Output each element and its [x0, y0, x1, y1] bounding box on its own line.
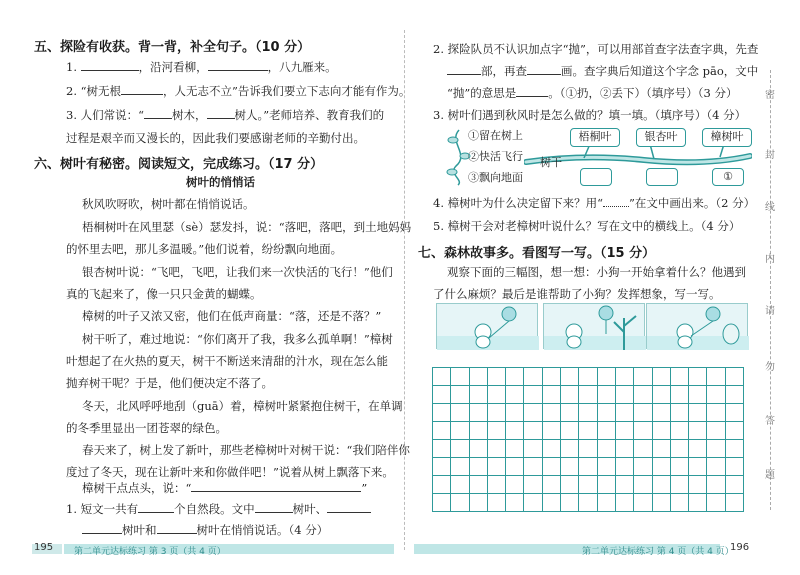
grid-cell[interactable] [451, 494, 469, 512]
answer-box-wutong[interactable] [580, 168, 612, 186]
grid-cell[interactable] [725, 368, 743, 386]
grid-cell[interactable] [561, 440, 579, 458]
grid-cell[interactable] [469, 440, 487, 458]
grid-cell[interactable] [634, 404, 652, 422]
grid-cell[interactable] [469, 404, 487, 422]
trunk-label: 树干 [540, 156, 562, 169]
wavy-line-symbol [603, 196, 629, 207]
grid-cell[interactable] [542, 476, 560, 494]
grid-cell[interactable] [469, 368, 487, 386]
grid-cell[interactable] [542, 404, 560, 422]
grid-cell[interactable] [451, 386, 469, 404]
grid-cell[interactable] [670, 368, 688, 386]
grid-cell[interactable] [689, 386, 707, 404]
grid-cell[interactable] [506, 440, 524, 458]
puppy-balloon-tree-icon [544, 304, 646, 350]
grid-cell[interactable] [670, 494, 688, 512]
grid-cell[interactable] [652, 494, 670, 512]
sec6-q1-line2: 树叶和 树叶在悄悄说话。（4 分） [82, 523, 328, 537]
grid-cell[interactable] [433, 404, 451, 422]
puppy-with-balloon-icon [437, 304, 539, 350]
grid-cell[interactable] [597, 476, 615, 494]
sec6-q2: 2. 探险队员不认识加点字“抛”，可以用部首查字法查字典，先查 [433, 42, 759, 56]
footer-label: 第二单元达标练习 第 4 页（共 4 页） [582, 547, 734, 557]
grid-cell[interactable] [579, 440, 597, 458]
answer-blank[interactable] [138, 502, 174, 513]
grid-cell[interactable] [634, 476, 652, 494]
grid-cell[interactable] [451, 404, 469, 422]
grid-cell[interactable] [707, 476, 725, 494]
grid-cell[interactable] [579, 368, 597, 386]
grid-cell[interactable] [487, 404, 505, 422]
grid-cell[interactable] [652, 440, 670, 458]
passage-paragraph: 冬天，北风呼呼地刮（guā）着，樟树叶紧紧抱住树干，在单调 [82, 399, 403, 413]
answer-blank[interactable] [447, 64, 481, 75]
grid-cell[interactable] [469, 494, 487, 512]
option-2: ②快活飞行 [468, 150, 523, 163]
passage-paragraph: 真的飞起来了，像一只只金黄的蝴蝶。 [66, 287, 262, 301]
grid-cell[interactable] [433, 494, 451, 512]
passage-last-line: 樟树干点点头，说：“ ” [82, 481, 368, 495]
grid-cell[interactable] [561, 368, 579, 386]
seal-char: 答 [765, 416, 775, 427]
grid-cell[interactable] [725, 458, 743, 476]
grid-cell[interactable] [689, 494, 707, 512]
grid-cell[interactable] [652, 458, 670, 476]
grid-cell[interactable] [707, 386, 725, 404]
grid-cell[interactable] [725, 494, 743, 512]
answer-blank[interactable] [516, 86, 548, 97]
grid-cell[interactable] [670, 404, 688, 422]
grid-cell[interactable] [597, 494, 615, 512]
grid-cell[interactable] [542, 368, 560, 386]
sec6-q1: 1. 短文一共有 个自然段。文中 树叶、 [66, 502, 371, 516]
passage-paragraph: 樟树的叶子又浓又密，他们在低声商量：“落，还是不落？” [82, 309, 382, 323]
leaf-label-zhangshu: 樟树叶 [702, 128, 752, 147]
sec6-q5: 5. 樟树干会对老樟树叶说什么？写在文中的横线上。（4 分） [433, 219, 741, 233]
grid-cell[interactable] [542, 386, 560, 404]
grid-cell[interactable] [670, 476, 688, 494]
grid-cell[interactable] [615, 422, 633, 440]
grid-cell[interactable] [689, 404, 707, 422]
passage-paragraph: 梧桐树叶在风里瑟（sè）瑟发抖，说：“落吧，落吧，到土地妈妈 [82, 220, 412, 234]
answer-blank[interactable] [144, 108, 172, 119]
grid-cell[interactable] [725, 404, 743, 422]
sec6-q3: 3. 树叶们遇到秋风时是怎么做的？填一填。（填序号）（4 分） [433, 108, 747, 122]
grid-cell[interactable] [670, 440, 688, 458]
grid-cell[interactable] [689, 368, 707, 386]
section-6-title: 六、树叶有秘密。阅读短文，完成练习。（17 分） [34, 157, 324, 172]
grid-cell[interactable] [597, 404, 615, 422]
story-picture-3 [646, 303, 748, 349]
grid-cell[interactable] [707, 422, 725, 440]
grid-cell[interactable] [506, 386, 524, 404]
grid-cell[interactable] [707, 404, 725, 422]
grid-cell[interactable] [433, 440, 451, 458]
grid-cell[interactable] [615, 440, 633, 458]
grid-cell[interactable] [615, 476, 633, 494]
grid-cell[interactable] [561, 476, 579, 494]
sec7-instruction-line2: 了什么麻烦？最后是谁帮助了小狗？发挥想象，写一写。 [433, 287, 721, 301]
grid-cell[interactable] [561, 422, 579, 440]
story-picture-2 [543, 303, 645, 349]
grid-cell[interactable] [487, 386, 505, 404]
grid-cell[interactable] [670, 458, 688, 476]
grid-cell[interactable] [542, 440, 560, 458]
page-divider [404, 30, 405, 550]
passage-paragraph: 抛弃树干呢？于是，他们便决定不落了。 [66, 376, 273, 390]
sec7-instruction: 观察下面的三幅图，想一想：小狗一开始拿着什么？他遇到 [447, 265, 746, 279]
grid-cell[interactable] [561, 458, 579, 476]
story-picture-1 [436, 303, 538, 349]
sec5-q1: 1. ，沿河看柳， ，八九雁来。 [66, 60, 337, 74]
grid-cell[interactable] [652, 386, 670, 404]
grid-cell[interactable] [689, 422, 707, 440]
seal-char: 线 [765, 202, 775, 213]
grid-cell[interactable] [634, 386, 652, 404]
grid-cell[interactable] [579, 494, 597, 512]
leaf-label-wutong: 梧桐叶 [570, 128, 620, 147]
answer-blank[interactable] [327, 502, 371, 513]
grid-cell[interactable] [597, 458, 615, 476]
grid-cell[interactable] [652, 404, 670, 422]
grid-cell[interactable] [487, 422, 505, 440]
grid-cell[interactable] [561, 404, 579, 422]
grid-cell[interactable] [451, 476, 469, 494]
grid-cell[interactable] [451, 422, 469, 440]
grid-cell[interactable] [451, 458, 469, 476]
answer-box-zhangshu[interactable]: ① [712, 168, 744, 186]
grid-cell[interactable] [433, 458, 451, 476]
grid-cell[interactable] [524, 422, 542, 440]
grid-cell[interactable] [652, 368, 670, 386]
grid-cell[interactable] [689, 440, 707, 458]
section-7-title: 七、森林故事多。看图写一写。（15 分） [418, 246, 656, 261]
grid-cell[interactable] [725, 386, 743, 404]
grid-cell[interactable] [707, 368, 725, 386]
grid-cell[interactable] [579, 458, 597, 476]
grid-cell[interactable] [689, 458, 707, 476]
grid-cell[interactable] [451, 368, 469, 386]
grid-cell[interactable] [469, 476, 487, 494]
answer-blank[interactable] [81, 60, 139, 71]
grid-cell[interactable] [634, 368, 652, 386]
page-number: 195 [34, 542, 54, 553]
grid-cell[interactable] [433, 386, 451, 404]
passage-paragraph: 度过了冬天，现在让新叶来和你做伴吧！”说着从树上飘落下来。 [66, 465, 394, 479]
sec6-q2-line3: “抛”的意思是 。（①扔，②丢下）（填序号）（3 分） [447, 86, 738, 100]
passage-paragraph: 的怀里去吧，那儿多温暖。”他们说着，纷纷飘向地面。 [66, 242, 343, 256]
grid-cell[interactable] [597, 422, 615, 440]
passage-paragraph: 的冬季里显出一团苍翠的绿色。 [66, 421, 227, 435]
answer-blank[interactable] [208, 60, 268, 71]
grid-cell[interactable] [506, 494, 524, 512]
sec5-q2: 2. “树无根 ，人无志不立”告诉我们要立下志向才能有作为。 [66, 84, 411, 98]
grid-cell[interactable] [615, 458, 633, 476]
sec5-q3: 3. 人们常说：“ 树木， 树人。”老师培养、教育我们的 [66, 108, 385, 122]
footer-label: 第二单元达标练习 第 3 页（共 4 页） [74, 547, 226, 557]
answer-blank[interactable] [527, 64, 561, 75]
grid-cell[interactable] [433, 476, 451, 494]
grid-cell[interactable] [487, 458, 505, 476]
grid-cell[interactable] [561, 386, 579, 404]
grid-cell[interactable] [615, 386, 633, 404]
grid-cell[interactable] [524, 458, 542, 476]
grid-cell[interactable] [561, 494, 579, 512]
sec6-q4: 4. 樟树叶为什么决定留下来？用“ ”在文中画出来。（2 分） [433, 196, 756, 210]
grid-cell[interactable] [542, 494, 560, 512]
passage-paragraph: 树干听了，难过地说：“你们离开了我，我多么孤单啊！”樟树 [82, 332, 393, 346]
grid-cell[interactable] [579, 476, 597, 494]
answer-box-yinxing[interactable] [646, 168, 678, 186]
seal-char: 题 [765, 470, 775, 481]
grid-cell[interactable] [670, 386, 688, 404]
seal-char: 内 [765, 254, 775, 265]
answer-blank[interactable] [255, 502, 293, 513]
grid-cell[interactable] [707, 440, 725, 458]
grid-cell[interactable] [634, 440, 652, 458]
grid-cell[interactable] [487, 440, 505, 458]
grid-cell[interactable] [725, 440, 743, 458]
seal-char: 封 [765, 150, 775, 161]
grid-cell[interactable] [524, 368, 542, 386]
section-5-title: 五、探险有收获。背一背，补全句子。（10 分） [34, 40, 311, 55]
grid-cell[interactable] [670, 422, 688, 440]
answer-blank[interactable] [82, 523, 122, 534]
answer-blank[interactable] [191, 481, 361, 492]
seal-char: 勿 [765, 362, 775, 373]
grid-cell[interactable] [524, 386, 542, 404]
sec6-q2-line2: 部，再查 画。查字典后知道这个字念 pāo，文中 [447, 64, 758, 78]
puppy-helped-icon [647, 304, 749, 350]
grid-cell[interactable] [487, 368, 505, 386]
answer-blank[interactable] [121, 84, 163, 95]
option-3: ③飘向地面 [468, 171, 523, 184]
grid-cell[interactable] [524, 440, 542, 458]
grid-cell[interactable] [725, 422, 743, 440]
grid-cell[interactable] [433, 368, 451, 386]
grid-cell[interactable] [506, 476, 524, 494]
answer-blank[interactable] [207, 108, 235, 119]
grid-cell[interactable] [524, 494, 542, 512]
grid-cell[interactable] [433, 422, 451, 440]
grid-cell[interactable] [652, 422, 670, 440]
grid-cell[interactable] [451, 440, 469, 458]
grid-cell[interactable] [597, 368, 615, 386]
option-1: ①留在树上 [468, 129, 523, 142]
answer-blank[interactable] [157, 523, 197, 534]
grid-cell[interactable] [725, 476, 743, 494]
passage-paragraph: 春天来了，树上发了新叶，那些老樟树叶对树干说：“我们陪伴你 [82, 443, 410, 457]
passage-paragraph: 秋风吹呀吹，树叶都在悄悄说话。 [82, 197, 255, 211]
grid-cell[interactable] [506, 368, 524, 386]
grid-cell[interactable] [469, 458, 487, 476]
grid-cell[interactable] [707, 458, 725, 476]
grid-cell[interactable] [506, 404, 524, 422]
grid-cell[interactable] [487, 476, 505, 494]
grid-cell[interactable] [597, 440, 615, 458]
grid-cell[interactable] [634, 458, 652, 476]
grid-cell[interactable] [487, 494, 505, 512]
seal-line [770, 70, 772, 510]
page-number: 196 [730, 542, 750, 553]
grid-cell[interactable] [524, 404, 542, 422]
grid-cell[interactable] [524, 476, 542, 494]
writing-grid[interactable] [432, 367, 744, 512]
grid-cell[interactable] [542, 422, 560, 440]
grid-cell[interactable] [707, 494, 725, 512]
grid-cell[interactable] [597, 386, 615, 404]
leaf-label-yinxing: 银杏叶 [636, 128, 686, 147]
grid-cell[interactable] [469, 386, 487, 404]
grid-cell[interactable] [615, 404, 633, 422]
grid-cell[interactable] [615, 368, 633, 386]
grid-cell[interactable] [634, 422, 652, 440]
grid-cell[interactable] [689, 476, 707, 494]
grid-cell[interactable] [579, 404, 597, 422]
sec5-q3-line2: 过程是艰辛而又漫长的，因此我们要感谢老师的辛勤付出。 [66, 131, 365, 145]
passage-paragraph: 银杏树叶说：“飞吧，飞吧，让我们来一次快活的飞行！”他们 [82, 265, 393, 279]
seal-char: 请 [765, 306, 775, 317]
grid-cell[interactable] [579, 386, 597, 404]
passage-title: 树叶的悄悄话 [186, 175, 255, 189]
passage-paragraph: 叶想起了在火热的夏天，树干不断送来清甜的汁水，现在怎么能 [66, 354, 388, 368]
grid-cell[interactable] [469, 422, 487, 440]
grid-cell[interactable] [506, 422, 524, 440]
grid-cell[interactable] [615, 494, 633, 512]
grid-cell[interactable] [579, 422, 597, 440]
grid-cell[interactable] [506, 458, 524, 476]
grid-cell[interactable] [542, 458, 560, 476]
grid-cell[interactable] [652, 476, 670, 494]
seal-char: 密 [765, 90, 775, 101]
grid-cell[interactable] [634, 494, 652, 512]
